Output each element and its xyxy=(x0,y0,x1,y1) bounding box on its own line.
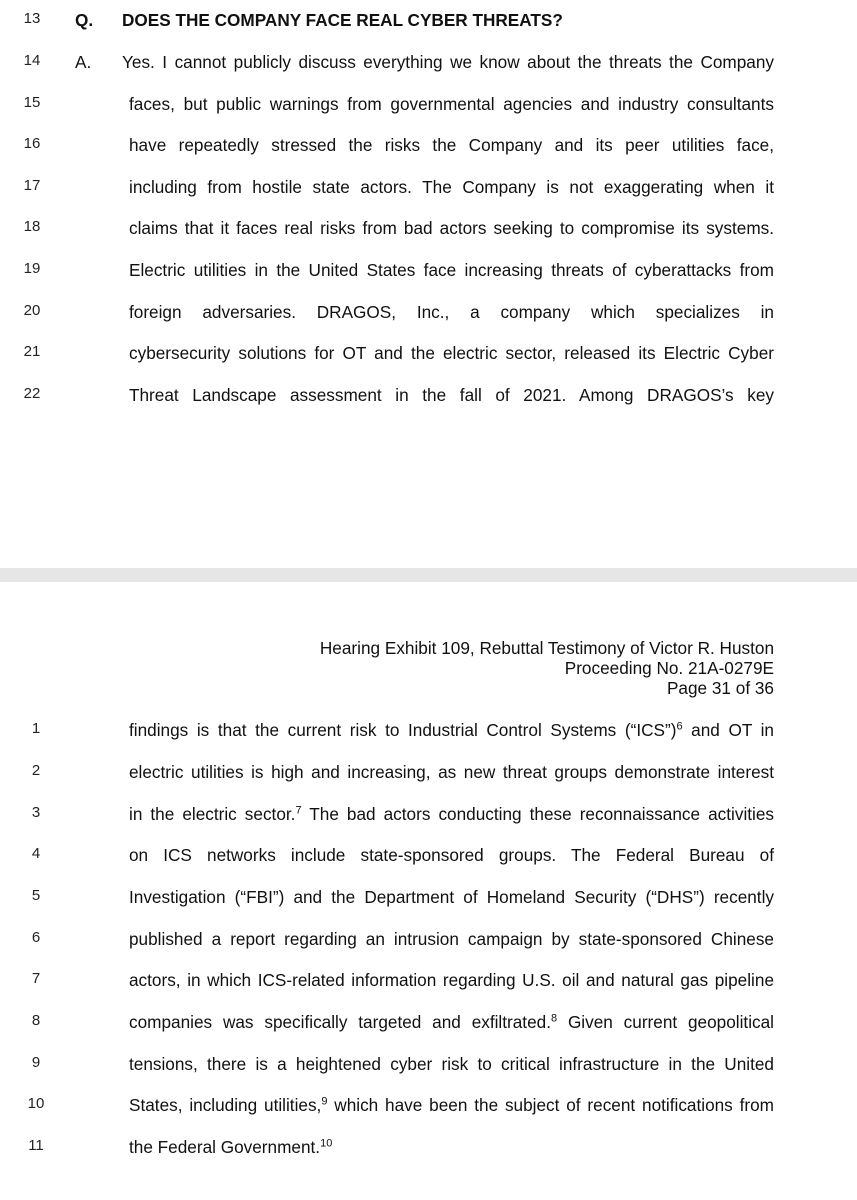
text-line xyxy=(0,173,857,201)
line-text xyxy=(129,1133,774,1161)
line-text xyxy=(129,925,774,953)
line-text: foreign adversaries. DRAGOS, Inc., a company which specializes in xyxy=(129,302,774,322)
line-number: 4 xyxy=(31,845,41,862)
line-text-segment: the Federal Government. xyxy=(129,1137,321,1157)
line-text-segment: findings is that the current risk to Industrial Control Systems (“ICS”) xyxy=(129,720,677,740)
exhibit-title: Hearing Exhibit 109, Rebuttal Testimony of Victor R. Huston xyxy=(319,638,774,658)
page-separator xyxy=(0,568,857,582)
text-line xyxy=(0,214,857,242)
answer-row xyxy=(0,48,857,76)
line-text xyxy=(129,800,774,828)
line-text: Electric utilities in the United States face increasing threats of cyberattacks from xyxy=(129,260,774,280)
line-number: 5 xyxy=(31,887,41,904)
text-line xyxy=(0,800,857,828)
line-number: 3 xyxy=(31,804,41,821)
line-text xyxy=(129,1050,774,1078)
text-line xyxy=(0,339,857,367)
line-text-segment: States, including utilities, xyxy=(129,1095,322,1115)
line-text-segment: companies was specifically targeted and exfiltrated. xyxy=(129,1012,551,1032)
text-line xyxy=(0,758,857,786)
text-line xyxy=(0,1008,857,1036)
document-page-top xyxy=(0,0,857,568)
line-text-segment: which have been the subject of recent notifications from xyxy=(327,1095,774,1115)
line-number: 14 xyxy=(23,52,41,69)
footnote-reference[interactable]: 9 xyxy=(321,1095,328,1108)
answer-text: Yes. I cannot publicly discuss everything we know about the threats the Company xyxy=(122,52,774,72)
line-text: Threat Landscape assessment in the fall of 2021. Among DRAGOS’s key xyxy=(129,385,774,405)
line-text xyxy=(129,966,774,994)
line-text xyxy=(129,1091,774,1119)
line-text xyxy=(129,716,774,744)
proceeding-number: Proceeding No. 21A-0279E xyxy=(564,658,774,678)
line-text: faces, but public warnings from governmental agencies and industry consultants xyxy=(129,94,774,114)
line-number: 17 xyxy=(23,177,41,194)
question-text: DOES THE COMPANY FACE REAL CYBER THREATS? xyxy=(122,10,563,30)
line-text xyxy=(129,1008,774,1036)
line-text-segment: The bad actors conducting these reconnaissance activities xyxy=(301,804,775,824)
text-line xyxy=(0,966,857,994)
text-line xyxy=(0,925,857,953)
footnote-reference[interactable]: 8 xyxy=(550,1012,558,1025)
line-text xyxy=(129,841,774,869)
line-text-segment: actors, in which ICS-related information regarding U.S. oil and natural gas pipeline xyxy=(129,970,774,990)
line-number: 22 xyxy=(23,385,41,402)
answer-label: A. xyxy=(75,52,92,72)
text-line xyxy=(0,381,857,409)
text-line xyxy=(0,1050,857,1078)
footnote-reference[interactable]: 7 xyxy=(295,804,302,817)
page-header xyxy=(320,638,774,698)
line-text-segment: and OT in xyxy=(682,720,774,740)
line-number: 13 xyxy=(23,10,41,27)
footnote-reference[interactable]: 6 xyxy=(676,720,683,733)
document-page-bottom xyxy=(0,582,857,1200)
text-line xyxy=(0,883,857,911)
line-text-segment: published a report regarding an intrusion campaign by state-sponsored Chinese xyxy=(129,929,774,949)
line-text-segment: electric utilities is high and increasing, as new threat groups demonstrate interest xyxy=(129,762,774,782)
question-row xyxy=(0,6,857,34)
text-line xyxy=(0,841,857,869)
line-text xyxy=(129,883,774,911)
line-text: claims that it faces real risks from bad actors seeking to compromise its systems. xyxy=(129,218,774,238)
line-number: 16 xyxy=(23,135,41,152)
line-text: cybersecurity solutions for OT and the electric sector, released its Electric Cyber xyxy=(129,343,774,363)
question-label: Q. xyxy=(75,10,94,30)
line-number: 21 xyxy=(23,343,41,360)
text-line xyxy=(0,716,857,744)
line-text: have repeatedly stressed the risks the Company and its peer utilities face, xyxy=(129,135,774,155)
line-text-segment: tensions, there is a heightened cyber risk to critical infrastructure in the United xyxy=(129,1054,774,1074)
text-line xyxy=(0,1091,857,1119)
line-number: 11 xyxy=(28,1137,44,1154)
line-number: 6 xyxy=(31,929,41,946)
line-number: 8 xyxy=(31,1012,41,1029)
line-number: 9 xyxy=(31,1054,41,1071)
line-text-segment: Given current geopolitical xyxy=(557,1012,774,1032)
line-text-segment: Investigation (“FBI”) and the Department of Homeland Security (“DHS”) recently xyxy=(129,887,774,907)
text-line xyxy=(0,131,857,159)
page-number: Page 31 of 36 xyxy=(666,678,774,698)
text-line xyxy=(0,90,857,118)
line-text-segment: on ICS networks include state-sponsored groups. The Federal Bureau of xyxy=(129,845,774,865)
line-number: 1 xyxy=(31,720,41,737)
text-line xyxy=(0,298,857,326)
text-line xyxy=(0,1133,857,1161)
line-text xyxy=(129,758,774,786)
line-number: 10 xyxy=(27,1095,45,1112)
line-number: 20 xyxy=(23,302,41,319)
line-text-segment: in the electric sector. xyxy=(129,804,296,824)
footnote-reference[interactable]: 10 xyxy=(320,1137,333,1150)
text-line xyxy=(0,256,857,284)
line-number: 18 xyxy=(23,218,41,235)
line-number: 15 xyxy=(23,94,41,111)
line-number: 2 xyxy=(31,762,41,779)
line-number: 19 xyxy=(23,260,41,277)
line-number: 7 xyxy=(31,970,41,987)
line-text: including from hostile state actors. The Company is not exaggerating when it xyxy=(129,177,774,197)
